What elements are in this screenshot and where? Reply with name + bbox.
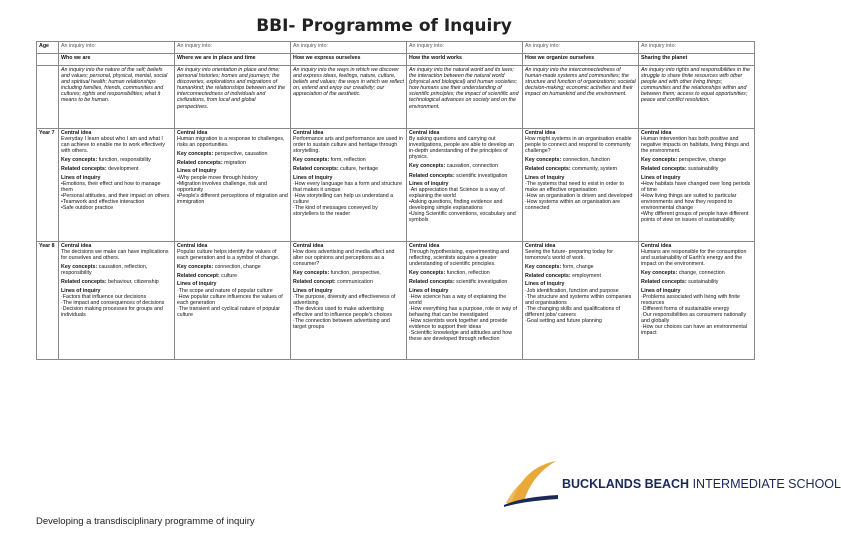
key-concepts-label: Key concepts: [409,270,446,277]
year8-cell [523,242,639,360]
central-idea-text: Humans are responsible for the consumption and sustainability of Earth's energy and the impact on the environment. [641,249,747,268]
key-concepts-label: Key concepts: [525,264,562,271]
programme-grid [36,41,755,360]
inquiry-label: An inquiry into: [639,42,755,54]
key-concepts-value: causation, reflection, responsibility [61,264,148,277]
key-concepts-value: form, change [562,264,594,271]
lines-of-inquiry-label: Lines of inquiry [641,174,681,181]
year-label: Year 7 [37,129,59,242]
related-concepts-value: scientific investigation [456,279,508,286]
related-concepts-label: Related concepts: [409,279,455,286]
year8-cell [59,242,175,360]
central-idea-text: By asking questions and carrying out investigations, people are able to develop an in-depth understanding of the principles of physics. [409,136,514,161]
theme-title: How we organize ourselves [523,54,639,66]
year7-cell [175,129,291,242]
key-concepts-label: Key concepts: [641,157,678,164]
key-concepts-value: perspective, causation [214,151,268,158]
central-idea-text: Through hypothesising, experimenting and reflecting, scientists acquire a greater understanding of scientific principles. [409,249,510,268]
year7-cell [59,129,175,242]
theme-description-row [37,66,755,129]
inquiry-label: An inquiry into: [407,42,523,54]
key-concepts-value: function, perspective, [330,270,381,277]
year7-cell [291,129,407,242]
central-idea-text: How does advertising and media affect and alter our opinions and perceptions as a consumer? [293,249,395,268]
lines-of-inquiry-label: Lines of inquiry [177,281,217,288]
key-concepts-value: function, reflection [446,270,490,277]
lines-of-inquiry-text: ·An appreciation that Science is a way of explaining the world •Asking questions, finding evidence and developing simple explanations •Using Scientific conventions, vocabulary and symbols [409,186,516,224]
key-concepts-value: connection, change [214,264,261,271]
related-concepts-value: communication [337,279,373,286]
year7-cell [639,129,755,242]
theme-description: An inquiry into orientation in place and time; personal histories; homes and journeys; the discoveries, explorations and migrations of humankind; the relationships between and the interconnectedness of individuals and civilizations, from local and global perspectives. [175,66,291,129]
central-idea-text: Performance arts and performance are used in order to sustain culture and heritage through storytelling. [293,136,403,155]
year8-cell [175,242,291,360]
school-name [562,477,841,491]
central-idea-label: Central idea [525,130,556,136]
related-concepts-label: Related concepts: [293,166,339,173]
year8-cell [407,242,523,360]
theme-title: How the world works [407,54,523,66]
lines-of-inquiry-label: Lines of inquiry [641,287,681,294]
central-idea-text: The decisions we make can have implications for ourselves and others. [61,249,169,262]
key-concepts-label: Key concepts: [177,264,214,271]
lines-of-inquiry-text: ·Problems associated with living with finite resources ·Different forms of sustainable energy ·Our responsibilities as consumers nationally and globally ·How our choices can have an environmental impact [641,293,747,337]
footer-text: Developing a transdisciplinary programme of inquiry [36,516,255,527]
lines-of-inquiry-text: •Emotions, their effect and how to manage them •Personal attitudes, and their impact on others •Teamwork and effective interaction •Safe outdoor practice [61,180,170,212]
year8-row [37,242,755,360]
central-idea-text: Human intervention has both positive and negative impacts on habitats, living things and the environment. [641,136,750,155]
central-idea-label: Central idea [177,243,208,249]
central-idea-text: Everyday I learn about who I am and what I can achieve to enable me to work effectively with others. [61,136,165,155]
central-idea-label: Central idea [293,243,324,249]
lines-of-inquiry-text: ·How every language has a form and structure that makes it unique ·How storytelling can help us understand a culture ·The kind of messages conveyed by storytellers to the reader [293,180,402,218]
inquiry-label: An inquiry into: [59,42,175,54]
lines-of-inquiry-label: Lines of inquiry [61,287,101,294]
related-concepts-value: scientific investigation [456,172,508,179]
lines-of-inquiry-label: Lines of inquiry [293,287,333,294]
theme-description: An inquiry into the ways in which we discover and express ideas, feelings, nature, culture, beliefs and values; the ways in which we reflect on, extend and enjoy our creativity; our appreciation of the aesthetic. [291,66,407,129]
lines-of-inquiry-label: Lines of inquiry [409,287,449,294]
inquiry-label: An inquiry into: [175,42,291,54]
central-idea-label: Central idea [61,130,92,136]
key-concepts-label: Key concepts: [61,157,98,164]
theme-row [37,54,755,66]
year-label: Year 8 [37,242,59,360]
lines-of-inquiry-text: ·Factors that influence our decisions ·The impact and consequences of decisions ·Decision making processes for groups and individuals [61,293,165,318]
central-idea-text: Human migration is a response to challenges, risks an opportunities. [177,136,285,149]
central-idea-text: Popular culture helps identify the values of each generation and is a symbol of change. [177,249,280,262]
key-concepts-value: change, connection [678,270,725,277]
key-concepts-label: Key concepts: [641,270,678,277]
related-concepts-value: employment [572,273,601,280]
key-concepts-label: Key concepts: [61,264,98,271]
lines-of-inquiry-text: ·Job identification, function and purpose ·The structure and systems within companies and organisations ·The changing skills and qualifications of different jobs/ careers ·Goal setting and future planning [525,287,632,325]
related-concepts-label: Related concepts: [525,166,571,173]
related-concepts-value: behaviour, citizenship [108,279,159,286]
page-title: BBI- Programme of Inquiry [256,16,512,36]
school-name-rest: INTERMEDIATE SCHOOL [689,477,841,491]
age-header: Age [37,42,59,54]
related-concepts-value: development [108,166,139,173]
key-concepts-value: perspective, change [678,157,727,164]
related-concepts-label: Related concepts: [61,166,107,173]
related-concepts-value: sustainability [688,279,719,286]
central-idea-label: Central idea [409,130,440,136]
related-concepts-label: Related concepts: [177,160,223,167]
central-idea-label: Central idea [293,130,324,136]
key-concepts-value: function, responsibility [98,157,151,164]
year7-cell [523,129,639,242]
school-name-bold: BUCKLANDS BEACH [562,477,690,491]
year7-cell [407,129,523,242]
central-idea-label: Central idea [61,243,92,249]
lines-of-inquiry-text: ·The scope and nature of popular culture ·How popular culture influences the values of each generation ·The transient and cyclical nature of popular culture [177,287,283,318]
related-concepts-value: sustainability [688,166,719,173]
inquiry-label: An inquiry into: [523,42,639,54]
lines-of-inquiry-text: ·How science has a way of explaining the world ·How everything has a purpose, role or way of behaving that can be investigated ·How scientists work together and provide evidence to support their ideas ·Scientific knowledge and attitudes and how these are developed through reflection [409,293,518,343]
theme-title: Where we are in place and time [175,54,291,66]
related-concepts-label: Related concepts: [641,166,687,173]
theme-title: How we express ourselves [291,54,407,66]
key-concepts-label: Key concepts: [525,157,562,164]
school-crest-icon [502,457,560,507]
key-concepts-label: Key concepts: [177,151,214,158]
year7-row [37,129,755,242]
theme-title: Sharing the planet [639,54,755,66]
key-concepts-label: Key concepts: [293,270,330,277]
theme-description: An inquiry into the interconnectedness of human-made systems and communities; the structure and function of organizations; societal decision-making; economic activities and their impact on humankind and the environment. [523,66,639,129]
central-idea-label: Central idea [525,243,556,249]
lines-of-inquiry-label: Lines of inquiry [177,168,217,175]
lines-of-inquiry-text: ·The purpose, diversity and effectiveness of advertising ·The devices used to make advertising effective and to influence people's choices ·The connection between advertising and target groups [293,293,396,331]
school-logo [502,457,841,507]
related-concepts-label: Related concepts: [61,279,107,286]
lines-of-inquiry-label: Lines of inquiry [525,174,565,181]
theme-title: Who we are [59,54,175,66]
key-concepts-label: Key concepts: [293,157,330,164]
central-idea-text: How might systems in an organisation enable people to connect and respond to community challenge? [525,136,632,155]
related-concepts-value: culture, heritage [340,166,379,173]
key-concepts-value: causation, connection [446,163,498,170]
central-idea-label: Central idea [641,130,672,136]
central-idea-text: Seeing the future- preparing today for tomorrow's world of work. [525,249,614,262]
related-concepts-label: Related concepts: [525,273,571,280]
lines-of-inquiry-text: •How habitats have changed over long periods of time •How living things are suited to particular environments and how they respond to environmental change •Why different groups of people have different points of view on issues of sustainability [641,180,751,224]
key-concepts-label: Key concepts: [409,163,446,170]
key-concepts-value: connection, function [562,157,610,164]
central-idea-label: Central idea [177,130,208,136]
related-concepts-label: Related concepts: [409,172,455,179]
central-idea-label: Central idea [409,243,440,249]
inquiry-label: An inquiry into: [291,42,407,54]
year8-cell [291,242,407,360]
lines-of-inquiry-text: •Why people move through history •Migration involves challenge, risk and opportunity •People's different perceptions of migration and immigration [177,174,288,205]
related-concepts-value: culture [221,273,238,280]
lines-of-inquiry-label: Lines of inquiry [409,180,449,187]
key-concepts-value: form, reflection [330,157,366,164]
lines-of-inquiry-label: Lines of inquiry [61,174,101,181]
theme-description: An inquiry into the natural world and its laws; the interaction between the natural world (physical and biological) and human societies; how humans use their understanding of scientific principles; the impact of scientific and technological advances on society and on the environment. [407,66,523,129]
related-concepts-label: Related concepts: [641,279,687,286]
lines-of-inquiry-label: Lines of inquiry [525,281,565,288]
year8-cell [639,242,755,360]
lines-of-inquiry-text: ·The systems that need to exist in order to make an effective organisation ·How an organisation is driven and developed ·How systems within an organisation are connected [525,180,633,212]
related-concepts-value: migration [224,160,246,167]
theme-description: An inquiry into rights and responsibilities in the struggle to share finite resources with other people and with other living things; communities and the relationships within and between them; access to equal opportunities; peace and conflict resolution. [639,66,755,129]
central-idea-label: Central idea [641,243,672,249]
related-concepts-value: community, system [572,166,618,173]
lines-of-inquiry-label: Lines of inquiry [293,174,333,181]
inquiry-label-row [37,42,755,54]
theme-description: An inquiry into the nature of the self; beliefs and values; personal, physical, mental, social and spiritual health; human relationships including families, friends, communities and cultures; rights and responsibilities; what it means to be human. [59,66,175,129]
related-concepts-label: Related concept: [293,279,336,286]
related-concepts-label: Related concept: [177,273,220,280]
